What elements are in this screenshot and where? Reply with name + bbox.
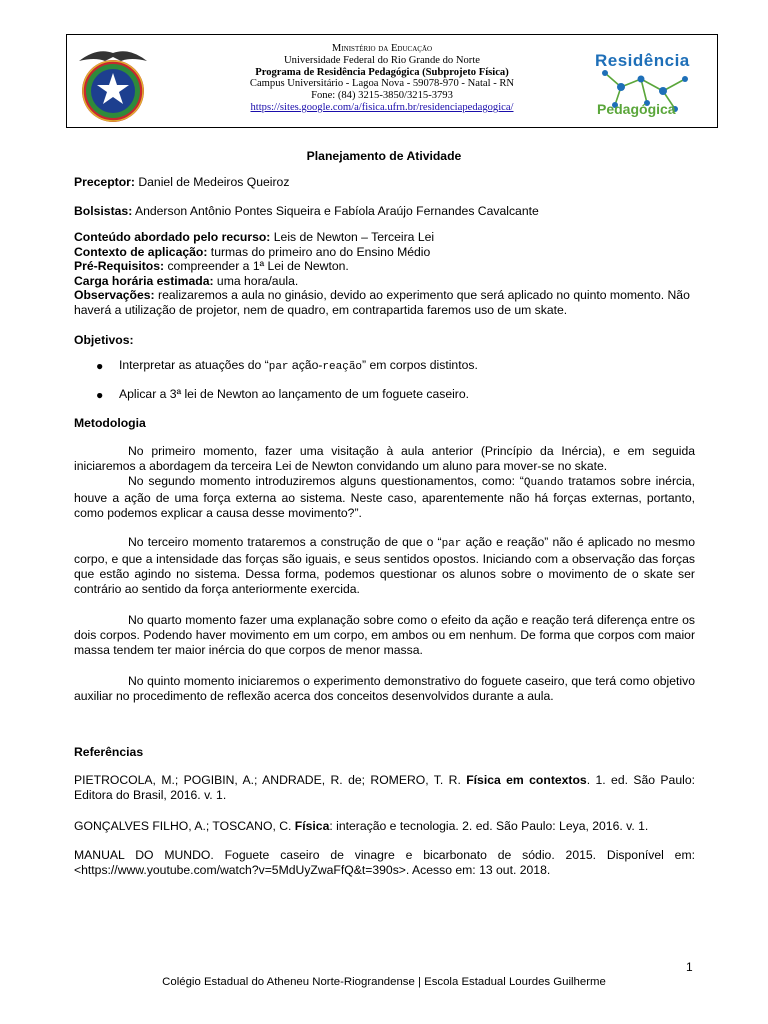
- preceptor-label: Preceptor:: [74, 175, 135, 189]
- objetivo-item-2: Aplicar a 3ª lei de Newton ao lançamento de um foguete caseiro.: [119, 387, 470, 401]
- prereq-value: compreender a 1ª Lei de Newton.: [164, 259, 349, 273]
- ministry-line: Ministério da Educação: [331, 43, 433, 54]
- page-footer: Colégio Estadual do Atheneu Norte-Riograndense | Escola Estadual Lourdes Guilherme: [162, 976, 606, 988]
- p3-mono: par: [441, 538, 462, 550]
- ref-2-title: Física: [294, 819, 330, 833]
- site-link[interactable]: https://sites.google.com/a/fisica.ufrn.br/residenciapedagogica/: [250, 101, 514, 113]
- objetivo-1-text-a: Interpretar as atuações do “: [119, 358, 269, 372]
- preceptor-line: [74, 175, 695, 190]
- campus-line: Campus Universitário - Lagoa Nova - 59078-970 - Natal - RN: [249, 78, 515, 90]
- referencia-1: [74, 773, 695, 803]
- prereq-label: Pré-Requisitos:: [74, 259, 165, 273]
- info-block: [74, 230, 695, 317]
- conteudo-label: Conteúdo abordado pelo recurso:: [74, 230, 271, 244]
- program-line: Programa de Residência Pedagógica (Subprojeto Física): [255, 66, 509, 78]
- logo-word-pedagogica: Pedagógica: [597, 101, 676, 117]
- ref-1-title: Física em contextos: [466, 773, 587, 787]
- objetivo-1-mono-a: par: [268, 361, 289, 373]
- objetivo-1-mono-b: reação: [322, 361, 363, 373]
- metodologia-p4: No quarto momento fazer uma explanação sobre como o efeito da ação e reação terá diferença entre os dois corpos. Podendo haver movimento em um corpo, em ambos ou em nenhum. De forma que corpos com maior massa tendem ter maior inércia do que corpos de menor massa.: [74, 613, 695, 657]
- contexto-value: turmas do primeiro ano do Ensino Médio: [207, 244, 431, 259]
- ref-2-details: : interação e tecnologia. 2. ed. São Paulo: Leya, 2016. v. 1.: [329, 819, 649, 833]
- logo-word-residencia: Residência: [595, 51, 690, 70]
- bolsistas-value: Anderson Antônio Pontes Siqueira e Fabíola Araújo Fernandes Cavalcante: [132, 204, 539, 218]
- obs-label: Observações:: [74, 288, 155, 302]
- referencias-heading: Referências: [74, 745, 144, 759]
- residencia-pedagogica-logo: [591, 43, 701, 123]
- carga-label: Carga horária estimada:: [74, 273, 214, 288]
- metodologia-p5: No quinto momento iniciaremos o experimento demonstrativo do foguete caseiro, que terá como objetivo auxiliar no procedimento de reflexão acerca dos conceitos desenvolvidos durante a aula.: [74, 674, 695, 703]
- preceptor-value: Daniel de Medeiros Queiroz: [134, 175, 290, 189]
- phone-line: Fone: (84) 3215-3850/3215-3793: [311, 90, 453, 102]
- ufrn-crest-icon: [71, 39, 155, 125]
- metodologia-p2: [74, 474, 695, 521]
- page-number: 1: [686, 960, 693, 974]
- bullet-icon: ●: [96, 359, 104, 373]
- metodologia-p1: No primeiro momento, fazer uma visitação à aula anterior (Princípio da Inércia), e em seguida iniciaremos a abordagem da terceira Lei de Newton convidando um aluno para mover-se no skate.: [74, 444, 695, 473]
- referencia-3: MANUAL DO MUNDO. Foguete caseiro de vinagre e bicarbonato de sódio. 2015. Disponível em: <https://www.youtube.com/watch?v=5MdUyZwaFfQ&t=390s>. Acesso em: 13 out. 2018.: [74, 848, 695, 877]
- metodologia-heading: Metodologia: [74, 416, 146, 430]
- institution-text: [187, 43, 577, 114]
- contexto-label: Contexto de aplicação:: [74, 244, 208, 259]
- ref-1-details: . 1. ed. São Paulo: Editora do Brasil, 2016. v. 1.: [74, 773, 695, 802]
- objetivo-1-text-c: ” em corpos distintos.: [362, 358, 478, 372]
- objetivo-item-1: [119, 358, 478, 373]
- referencia-2: [74, 819, 695, 834]
- ref-2-authors: GONÇALVES FILHO, A.; TOSCANO, C.: [74, 819, 295, 833]
- carga-value: uma hora/aula.: [213, 273, 299, 288]
- ref-1-authors: PIETROCOLA, M.; POGIBIN, A.; ANDRADE, R. de; ROMERO, T. R.: [74, 773, 467, 787]
- letterhead: [66, 34, 718, 128]
- p2-text-b: tratamos sobre inércia, houve a ação de uma força externa ao sistema. Neste caso, aparentemente não há forças externas, portanto, como podemos explicar a causa desse movimento?”.: [74, 474, 695, 520]
- p2-text-a: No segundo momento introduziremos alguns questionamentos, como: “: [128, 474, 524, 488]
- obs-value: realizaremos a aula no ginásio, devido ao experimento que será aplicado no quinto momento. Não haverá a utilização de projetor, nem de quadro, em contrapartida faremos uso de um skate.: [74, 288, 690, 317]
- objetivo-1-text-b: ação-: [288, 358, 323, 372]
- p3-text-b: ação e reação” não é aplicado no mesmo corpo, e que a intensidade das forças são iguais, e seus sentidos opostos. Iniciando com a observação das forças que estão agindo no sistema. Dessa forma, podemos questionar os alunos sobre o movimento de o skate ser contrário ao sentido da força anteriormente exercida.: [74, 535, 695, 596]
- metodologia-p3: [74, 535, 695, 597]
- objetivos-heading: Objetivos:: [74, 333, 134, 347]
- bullet-icon: ●: [96, 388, 104, 402]
- p2-mono: Quando: [523, 477, 564, 489]
- bolsistas-line: [74, 204, 695, 219]
- bolsistas-label: Bolsistas:: [74, 204, 133, 218]
- p3-text-a: No terceiro momento trataremos a construção de que o “: [128, 535, 442, 549]
- university-line: Universidade Federal do Rio Grande do Norte: [284, 54, 480, 66]
- conteudo-value: Leis de Newton – Terceira Lei: [270, 230, 435, 244]
- document-title: Planejamento de Atividade: [306, 149, 462, 163]
